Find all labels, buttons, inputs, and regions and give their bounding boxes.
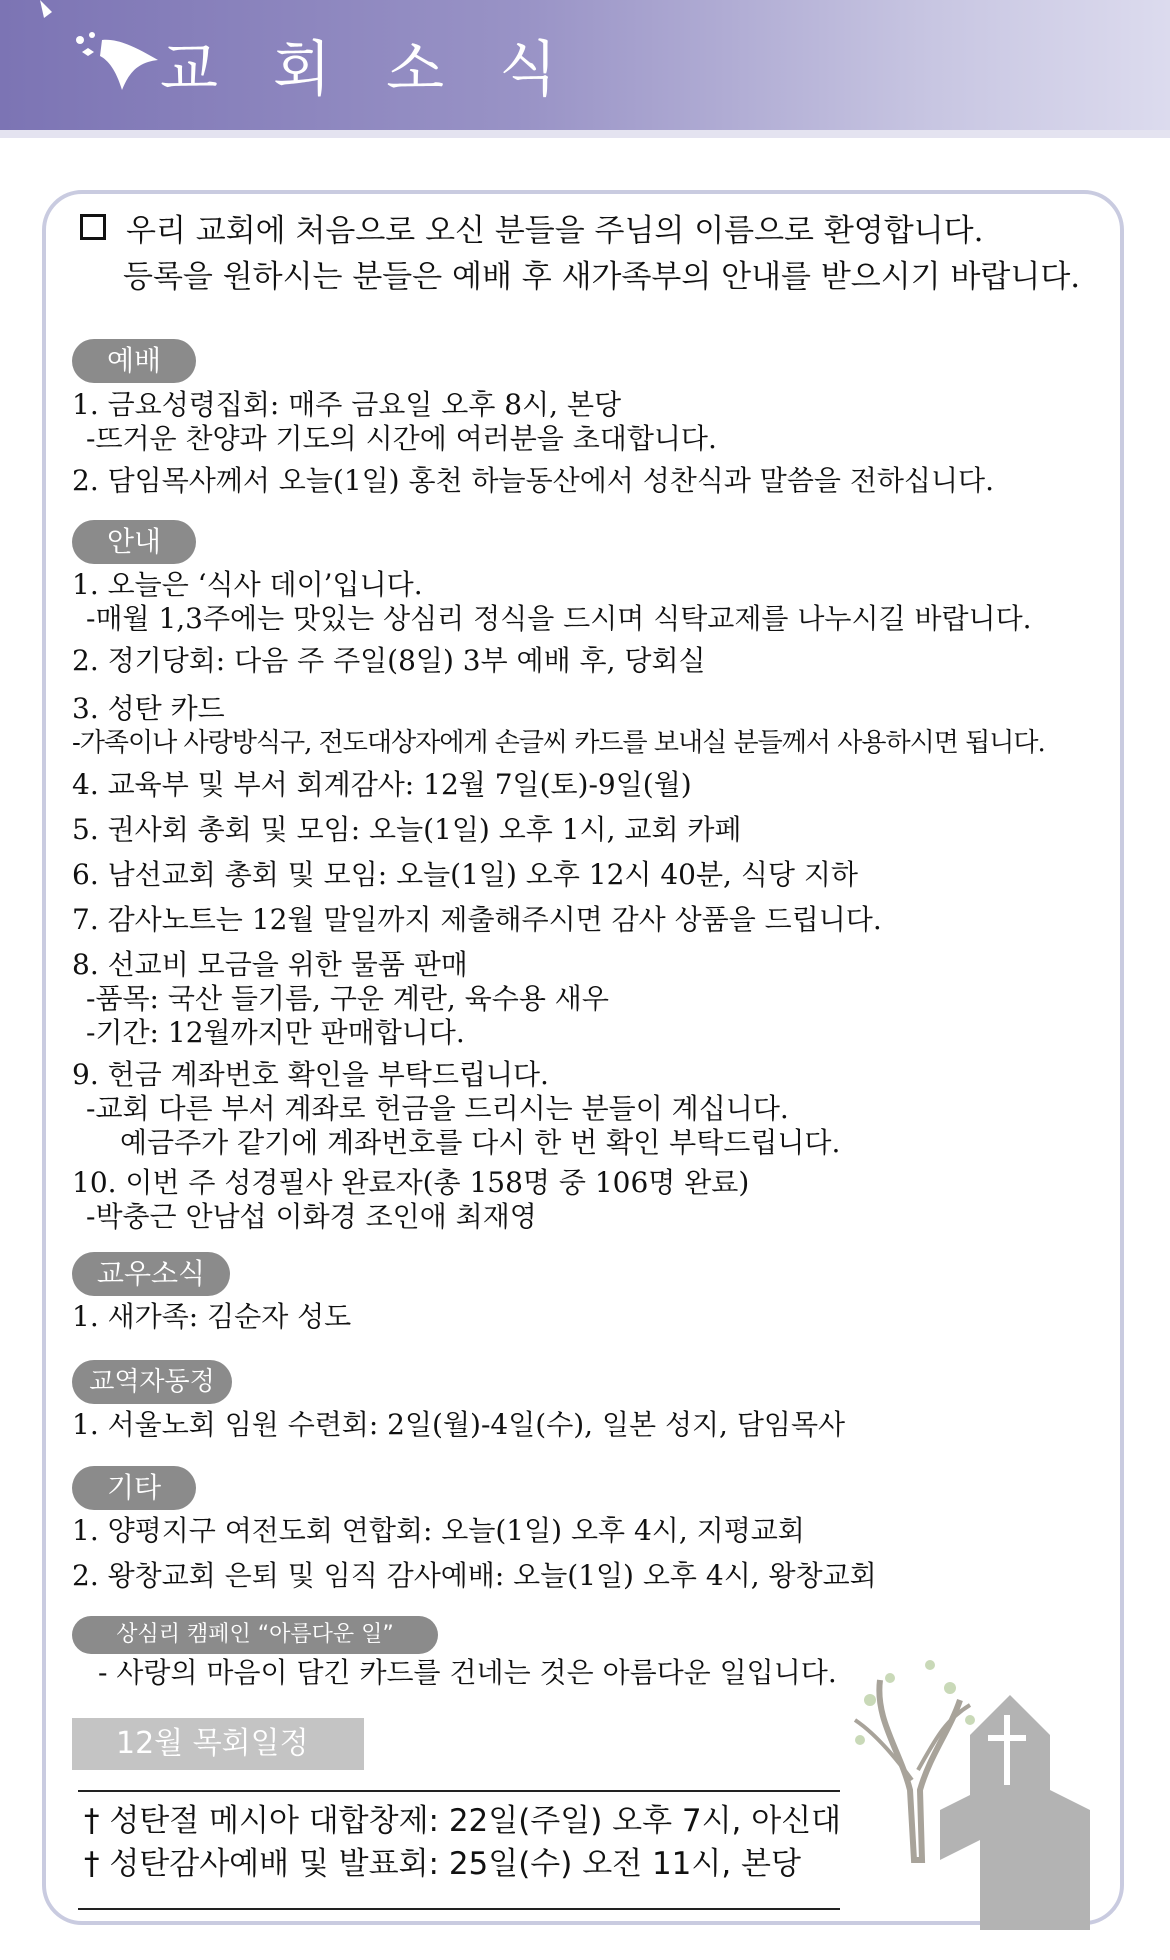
list-item: 10. 이번 주 성경필사 완료자(총 158명 중 106명 완료) -박충근 안남섭 이화경 조인애 최재영 xyxy=(72,1166,750,1233)
list-item: 1. 오늘은 ‘식사 데이’입니다. -매월 1,3주에는 맛있는 상심리 정식을 드시며 식탁교제를 나누시길 바랍니다. xyxy=(72,568,1032,635)
list-item: 5. 권사회 총회 및 모임: 오늘(1일) 오후 1시, 교회 카페 xyxy=(72,813,742,846)
welcome-line-2: 등록을 원하시는 분들은 예배 후 새가족부의 안내를 받으시기 바랍니다. xyxy=(123,259,1081,295)
schedule-item: † 성탄절 메시아 대합창제: 22일(주일) 오후 7시, 아신대 xyxy=(84,1803,842,1839)
church-illustration xyxy=(850,1660,1100,1930)
section-notice-label: 안내 xyxy=(72,520,196,564)
list-item: 9. 헌금 계좌번호 확인을 부탁드립니다. -교회 다른 부서 계좌로 헌금을 드리시는 분들이 계십니다. 예금주가 같기에 계좌번호를 다시 한 번 확인 부탁드립니다. xyxy=(72,1058,841,1159)
welcome-line-1: 우리 교회에 처음으로 오신 분들을 주님의 이름으로 환영합니다. xyxy=(126,213,984,249)
list-item: 2. 정기당회: 다음 주 주일(8일) 3부 예배 후, 당회실 xyxy=(72,644,706,677)
section-staff-label: 교역자동정 xyxy=(72,1360,232,1404)
schedule-top-rule xyxy=(78,1790,840,1792)
campaign-text: - 사랑의 마음이 담긴 카드를 건네는 것은 아름다운 일입니다. xyxy=(98,1656,837,1689)
section-etc-label: 기타 xyxy=(72,1466,196,1510)
list-item: 8. 선교비 모금을 위한 물품 판매 -품목: 국산 들기름, 구운 계란, 육수용 새우 -기간: 12월까지만 판매합니다. xyxy=(72,948,609,1049)
list-item: 2. 담임목사께서 오늘(1일) 홍천 하늘동산에서 성찬식과 말씀을 전하십니다. xyxy=(72,464,994,497)
list-item: 1. 양평지구 여전도회 연합회: 오늘(1일) 오후 4시, 지평교회 xyxy=(72,1514,805,1547)
section-worship-label: 예배 xyxy=(72,339,196,383)
list-item: 4. 교육부 및 부서 회계감사: 12월 7일(토)-9일(월) xyxy=(72,768,692,801)
schedule-item: † 성탄감사예배 및 발표회: 25일(수) 오전 11시, 본당 xyxy=(84,1846,801,1882)
welcome-message xyxy=(80,208,1080,300)
list-item: 1. 금요성령집회: 매주 금요일 오후 8시, 본당 -뜨거운 찬양과 기도의 시간에 여러분을 초대합니다. xyxy=(72,388,717,455)
schedule-title: 12월 목회일정 xyxy=(72,1718,364,1770)
header-underline xyxy=(0,130,1170,138)
list-item: 3. 성탄 카드 -가족이나 사랑방식구, 전도대상자에게 손글씨 카드를 보내실 분들께서 사용하시면 됩니다. xyxy=(72,692,1045,758)
list-item: 1. 새가족: 김순자 성도 xyxy=(72,1300,352,1333)
schedule-bottom-rule xyxy=(78,1908,840,1910)
checkbox-icon xyxy=(80,214,106,240)
section-members-label: 교우소식 xyxy=(72,1252,230,1296)
section-campaign-label: 상심리 캠페인 “아름다운 일” xyxy=(72,1616,438,1654)
page-title: 교 회 소 식 xyxy=(160,35,576,105)
list-item: 2. 왕창교회 은퇴 및 임직 감사예배: 오늘(1일) 오후 4시, 왕창교회 xyxy=(72,1559,877,1592)
dove-icon xyxy=(30,0,160,100)
list-item: 7. 감사노트는 12월 말일까지 제출해주시면 감사 상품을 드립니다. xyxy=(72,903,882,936)
list-item: 6. 남선교회 총회 및 모임: 오늘(1일) 오후 12시 40분, 식당 지하 xyxy=(72,858,858,891)
list-item: 1. 서울노회 임원 수련회: 2일(월)-4일(수), 일본 성지, 담임목사 xyxy=(72,1408,846,1441)
